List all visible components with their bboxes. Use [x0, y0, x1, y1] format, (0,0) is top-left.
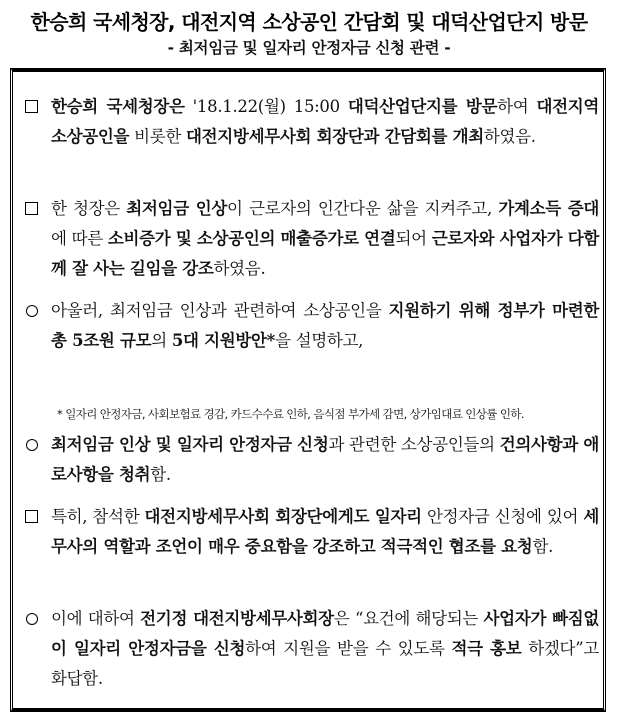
document-title: 한승희 국세청장, 대전지역 소상공인 간담회 및 대덕산업단지 방문: [30, 10, 588, 34]
circle-bullet-icon: [25, 296, 38, 327]
emphasized-text: 지원하기 위해 정부가 마련한 총 5조원 규모: [51, 301, 599, 350]
body-text: 은 “요건에 해당되는: [333, 609, 484, 628]
bullet-text-4: [51, 430, 599, 490]
emphasized-text: 최저임금 인상: [126, 199, 227, 218]
body-text: 한 청장은: [51, 199, 127, 218]
emphasized-text: 전기정 대전지방세무사회장: [140, 609, 334, 628]
emphasized-text: 소비증가 및 소상공인의 매출증가로 연결: [107, 229, 396, 248]
body-text: 하여: [497, 97, 537, 116]
bullet-text-1: [51, 92, 599, 152]
emphasized-text: 건의사항과 애로사항을 청취: [51, 435, 600, 484]
square-bullet-icon: [25, 92, 38, 123]
emphasized-text: 가계소득 증대: [498, 199, 600, 218]
emphasized-text: 세무사의 역할과 조언이 매우 중요함을 강조하고 적극적인 협조를 요청: [51, 507, 599, 556]
square-bullet-icon: [25, 502, 38, 533]
body-text: 함.: [150, 465, 171, 484]
body-text: 되어: [395, 229, 432, 248]
body-text: 과 관련한 소상공인들의: [328, 435, 500, 454]
body-text: 하겠다”고 화답함.: [51, 639, 599, 688]
body-text: 안정자금 신청에 있어: [421, 507, 584, 526]
body-text: 하였음.: [213, 259, 266, 278]
body-text: 에 따른: [51, 229, 108, 248]
emphasized-text: 근로자와 사업자가 다함께 잘 사는 길임을 강조: [51, 229, 599, 278]
circle-bullet-icon: [25, 430, 38, 461]
footnote: * 일자리 안정자금, 사회보험료 경감, 카드수수료 인하, 음식점 부가세 감면, 상가임대료 인상률 인하.: [57, 407, 524, 421]
body-text: 특히, 참석한: [51, 507, 145, 526]
emphasized-text: 최저임금 인상 및 일자리 안정자금 신청: [51, 435, 329, 454]
body-text: 아울러, 최저임금 인상과 관련하여 소상공인을: [51, 301, 389, 320]
emphasized-text: 대전지방세무사회 회장단에게도 일자리: [144, 507, 422, 526]
emphasized-text: 사업자가 빠짐없이 일자리 안정자금을 신청: [51, 609, 599, 658]
body-text: 하여 지원을 받을 수 있도록: [245, 639, 452, 658]
body-text: 하였음.: [483, 127, 536, 146]
body-text: 이 근로자의 인간다운 삶을 지켜주고,: [226, 199, 499, 218]
document-subtitle: - 최저임금 및 일자리 안정자금 신청 관련 -: [167, 39, 451, 57]
emphasized-text: 5대 지원방안*: [171, 331, 276, 350]
emphasized-text: 대전지역 소상공인을: [51, 97, 599, 146]
bullet-text-3: [51, 296, 599, 356]
bullet-text-2: [51, 194, 599, 284]
body-text: 함.: [532, 537, 554, 556]
emphasized-text: 한승희 국세청장은: [51, 97, 185, 116]
body-text: 이에 대하여: [51, 609, 141, 628]
bullet-text-6: [51, 604, 599, 694]
emphasized-text: 대덕산업단지를 방문: [347, 97, 498, 116]
body-text: '18.1.22(월) 15:00: [184, 97, 348, 116]
body-text: 의: [151, 331, 172, 350]
circle-bullet-icon: [25, 604, 38, 635]
square-bullet-icon: [25, 194, 38, 225]
body-text: 비롯한: [129, 127, 187, 146]
body-text: 을 설명하고,: [275, 331, 364, 350]
emphasized-text: 대전지방세무사회 회장단과 간담회를 개최: [186, 127, 484, 146]
bullet-text-5: [51, 502, 599, 562]
content-box: [10, 68, 606, 712]
emphasized-text: 적극 홍보: [451, 639, 522, 658]
